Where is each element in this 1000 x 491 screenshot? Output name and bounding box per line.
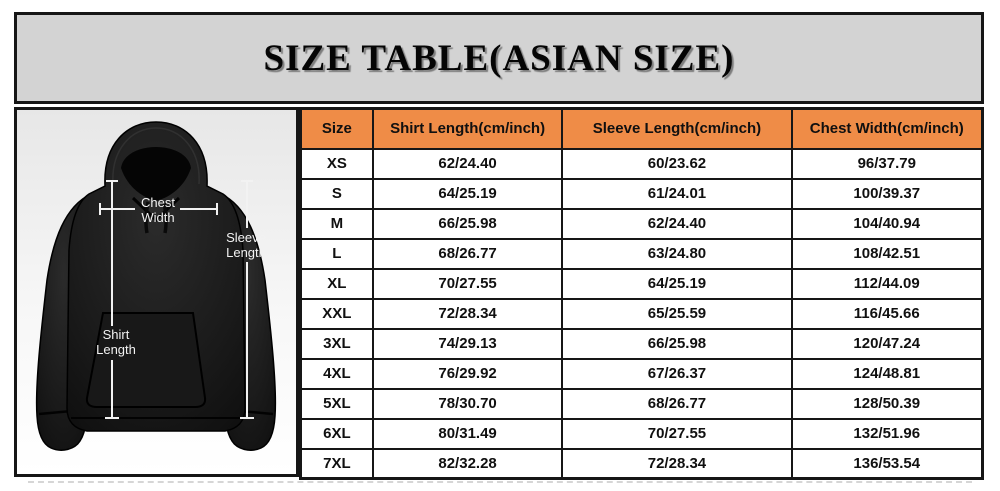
shirt-length-cell: 78/30.70 (373, 389, 563, 419)
chest-width-cell: 104/40.94 (792, 209, 983, 239)
size-cell: S (301, 179, 373, 209)
shirt-length-cell: 68/26.77 (373, 239, 563, 269)
chest-width-cell: 108/42.51 (792, 239, 983, 269)
sleeve-length-cell: 60/23.62 (562, 149, 791, 179)
sleeve-length-cell: 62/24.40 (562, 209, 791, 239)
chest-width-cell: 128/50.39 (792, 389, 983, 419)
table-row (301, 269, 983, 299)
sleeve-length-cell: 70/27.55 (562, 419, 791, 449)
chest-width-cell: 132/51.96 (792, 419, 983, 449)
chest-width-cell: 112/44.09 (792, 269, 983, 299)
size-cell: 4XL (301, 359, 373, 389)
shirt-length-label-2: Length (96, 342, 136, 357)
shirt-length-cell: 82/32.28 (373, 449, 563, 479)
chest-width-cell: 136/53.54 (792, 449, 983, 479)
sleeve-length-cell: 68/26.77 (562, 389, 791, 419)
table-row (301, 209, 983, 239)
size-cell: 7XL (301, 449, 373, 479)
column-header-size: Size (301, 109, 373, 149)
divider (28, 481, 972, 483)
table-row (301, 419, 983, 449)
sleeve-length-cell: 66/25.98 (562, 329, 791, 359)
page-title: SIZE TABLE(ASIAN SIZE) (263, 37, 735, 79)
size-cell: 6XL (301, 419, 373, 449)
shirt-length-cell: 80/31.49 (373, 419, 563, 449)
column-header-shirt-length: Shirt Length(cm/inch) (373, 109, 563, 149)
hoodie-measurement-diagram (14, 107, 299, 477)
sleeve-length-cell: 67/26.37 (562, 359, 791, 389)
sleeve-length-cell: 63/24.80 (562, 239, 791, 269)
sleeve-length-cell: 65/25.59 (562, 299, 791, 329)
size-cell: XS (301, 149, 373, 179)
chest-width-label: Chest (141, 195, 175, 210)
chest-width-cell: 124/48.81 (792, 359, 983, 389)
table-row (301, 329, 983, 359)
chest-width-label-2: Width (141, 210, 175, 225)
table-row (301, 449, 983, 479)
table-row (301, 299, 983, 329)
column-header-chest-width: Chest Width(cm/inch) (792, 109, 983, 149)
size-table (299, 107, 984, 480)
chest-width-cell: 116/45.66 (792, 299, 983, 329)
column-header-sleeve-length: Sleeve Length(cm/inch) (562, 109, 791, 149)
table-header-row (301, 109, 983, 149)
sleeve-length-cell: 64/25.19 (562, 269, 791, 299)
shirt-length-cell: 62/24.40 (373, 149, 563, 179)
size-cell: XXL (301, 299, 373, 329)
sleeve-length-label: Sleeve (226, 230, 266, 245)
chest-width-cell: 120/47.24 (792, 329, 983, 359)
table-row (301, 179, 983, 209)
table-row (301, 149, 983, 179)
shirt-length-cell: 64/25.19 (373, 179, 563, 209)
shirt-length-cell: 76/29.92 (373, 359, 563, 389)
shirt-length-cell: 66/25.98 (373, 209, 563, 239)
size-cell: 5XL (301, 389, 373, 419)
sleeve-length-label-2: Length (226, 245, 266, 260)
shirt-length-label: Shirt (102, 327, 130, 342)
table-row (301, 389, 983, 419)
sleeve-length-cell: 72/28.34 (562, 449, 791, 479)
hoodie-illustration (17, 110, 296, 474)
size-cell: XL (301, 269, 373, 299)
title-banner (14, 12, 984, 104)
sleeve-length-cell: 61/24.01 (562, 179, 791, 209)
shirt-length-cell: 70/27.55 (373, 269, 563, 299)
chest-width-cell: 96/37.79 (792, 149, 983, 179)
shirt-length-cell: 72/28.34 (373, 299, 563, 329)
chest-width-cell: 100/39.37 (792, 179, 983, 209)
table-row (301, 239, 983, 269)
size-cell: L (301, 239, 373, 269)
size-cell: M (301, 209, 373, 239)
size-cell: 3XL (301, 329, 373, 359)
shirt-length-cell: 74/29.13 (373, 329, 563, 359)
table-row (301, 359, 983, 389)
